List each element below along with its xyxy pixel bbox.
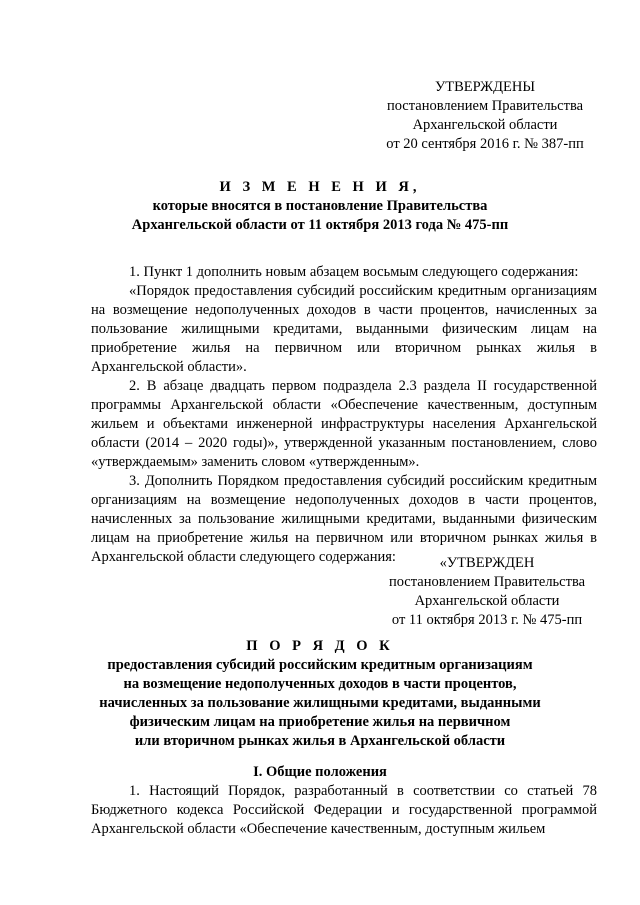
order-title-line: физическим лицам на приобретение жилья на первичном [129, 714, 511, 730]
approval-line: постановлением Правительства [388, 574, 586, 590]
title-line: Архангельской области от 11 октября 2013 года № 475-пп [131, 217, 509, 233]
document-title [70, 178, 570, 235]
order-title [70, 637, 570, 751]
section-body [91, 782, 597, 839]
item-paragraph: 1. Пункт 1 дополнить новым абзацем восьмым следующего содержания: [129, 264, 579, 280]
item-paragraph: «Порядок предоставления субсидий российским кредитным организациям на возмещение недополученных доходов в части процентов, начисленных за пользование жилищными кредитами, выданными физическим лицам на приобретение жилья на первичном или вторичном рынках жилья в Архангельской области». [91, 283, 597, 375]
amendments-body [91, 263, 597, 567]
order-title-line: предоставления субсидий российским кредитным организациям [107, 657, 533, 673]
approval-line: постановлением Правительства [386, 98, 584, 114]
approval-line: от 11 октября 2013 г. № 475-пп [391, 612, 583, 628]
order-word: П О Р Я Д О К [246, 638, 394, 654]
approval-line: УТВЕРЖДЕНЫ [434, 79, 536, 95]
approval-stamp-top [355, 78, 615, 154]
approval-line: Архангельской области [414, 593, 560, 609]
title-line: которые вносятся в постановление Правительства [152, 198, 488, 214]
item-paragraph: 2. В абзаце двадцать первом подраздела 2.3 раздела II государственной программы Архангельской области «Обеспечение качественным, доступным жильем и объектами инженерной инфраструктуры населения Архангельской области (2014 – 2020 годы)», утвержденной указанным постановлением, слово «утверждаемым» заменить словом «утвержденным». [91, 378, 597, 470]
section-title: I. Общие положения [253, 764, 387, 780]
approval-line: Архангельской области [412, 117, 558, 133]
order-title-line: или вторичном рынках жилья в Архангельской области [134, 733, 506, 749]
title-word: И З М Е Н Е Н И Я, [219, 179, 421, 195]
order-title-line: на возмещение недополученных доходов в части процентов, [123, 676, 517, 692]
item-paragraph: 3. Дополнить Порядком предоставления субсидий российским кредитным организациям на возмещение недополученных доходов в части процентов, начисленных за пользование жилищными кредитами, выданными физическим лицам на приобретение жилья на первичном или вторичном рынках жилья в Архангельской области следующего содержания: [91, 473, 597, 565]
section-paragraph: 1. Настоящий Порядок, разработанный в соответствии со статьей 78 Бюджетного кодекса Российской Федерации и государственной программой Архангельской области «Обеспечение качественным, доступным жильем [91, 783, 597, 837]
order-title-line: начисленных за пользование жилищными кредитами, выданными [99, 695, 541, 711]
approval-line: «УТВЕРЖДЕН [439, 555, 535, 571]
approval-stamp-bottom [357, 554, 617, 630]
approval-line: от 20 сентября 2016 г. № 387-пп [386, 136, 584, 152]
